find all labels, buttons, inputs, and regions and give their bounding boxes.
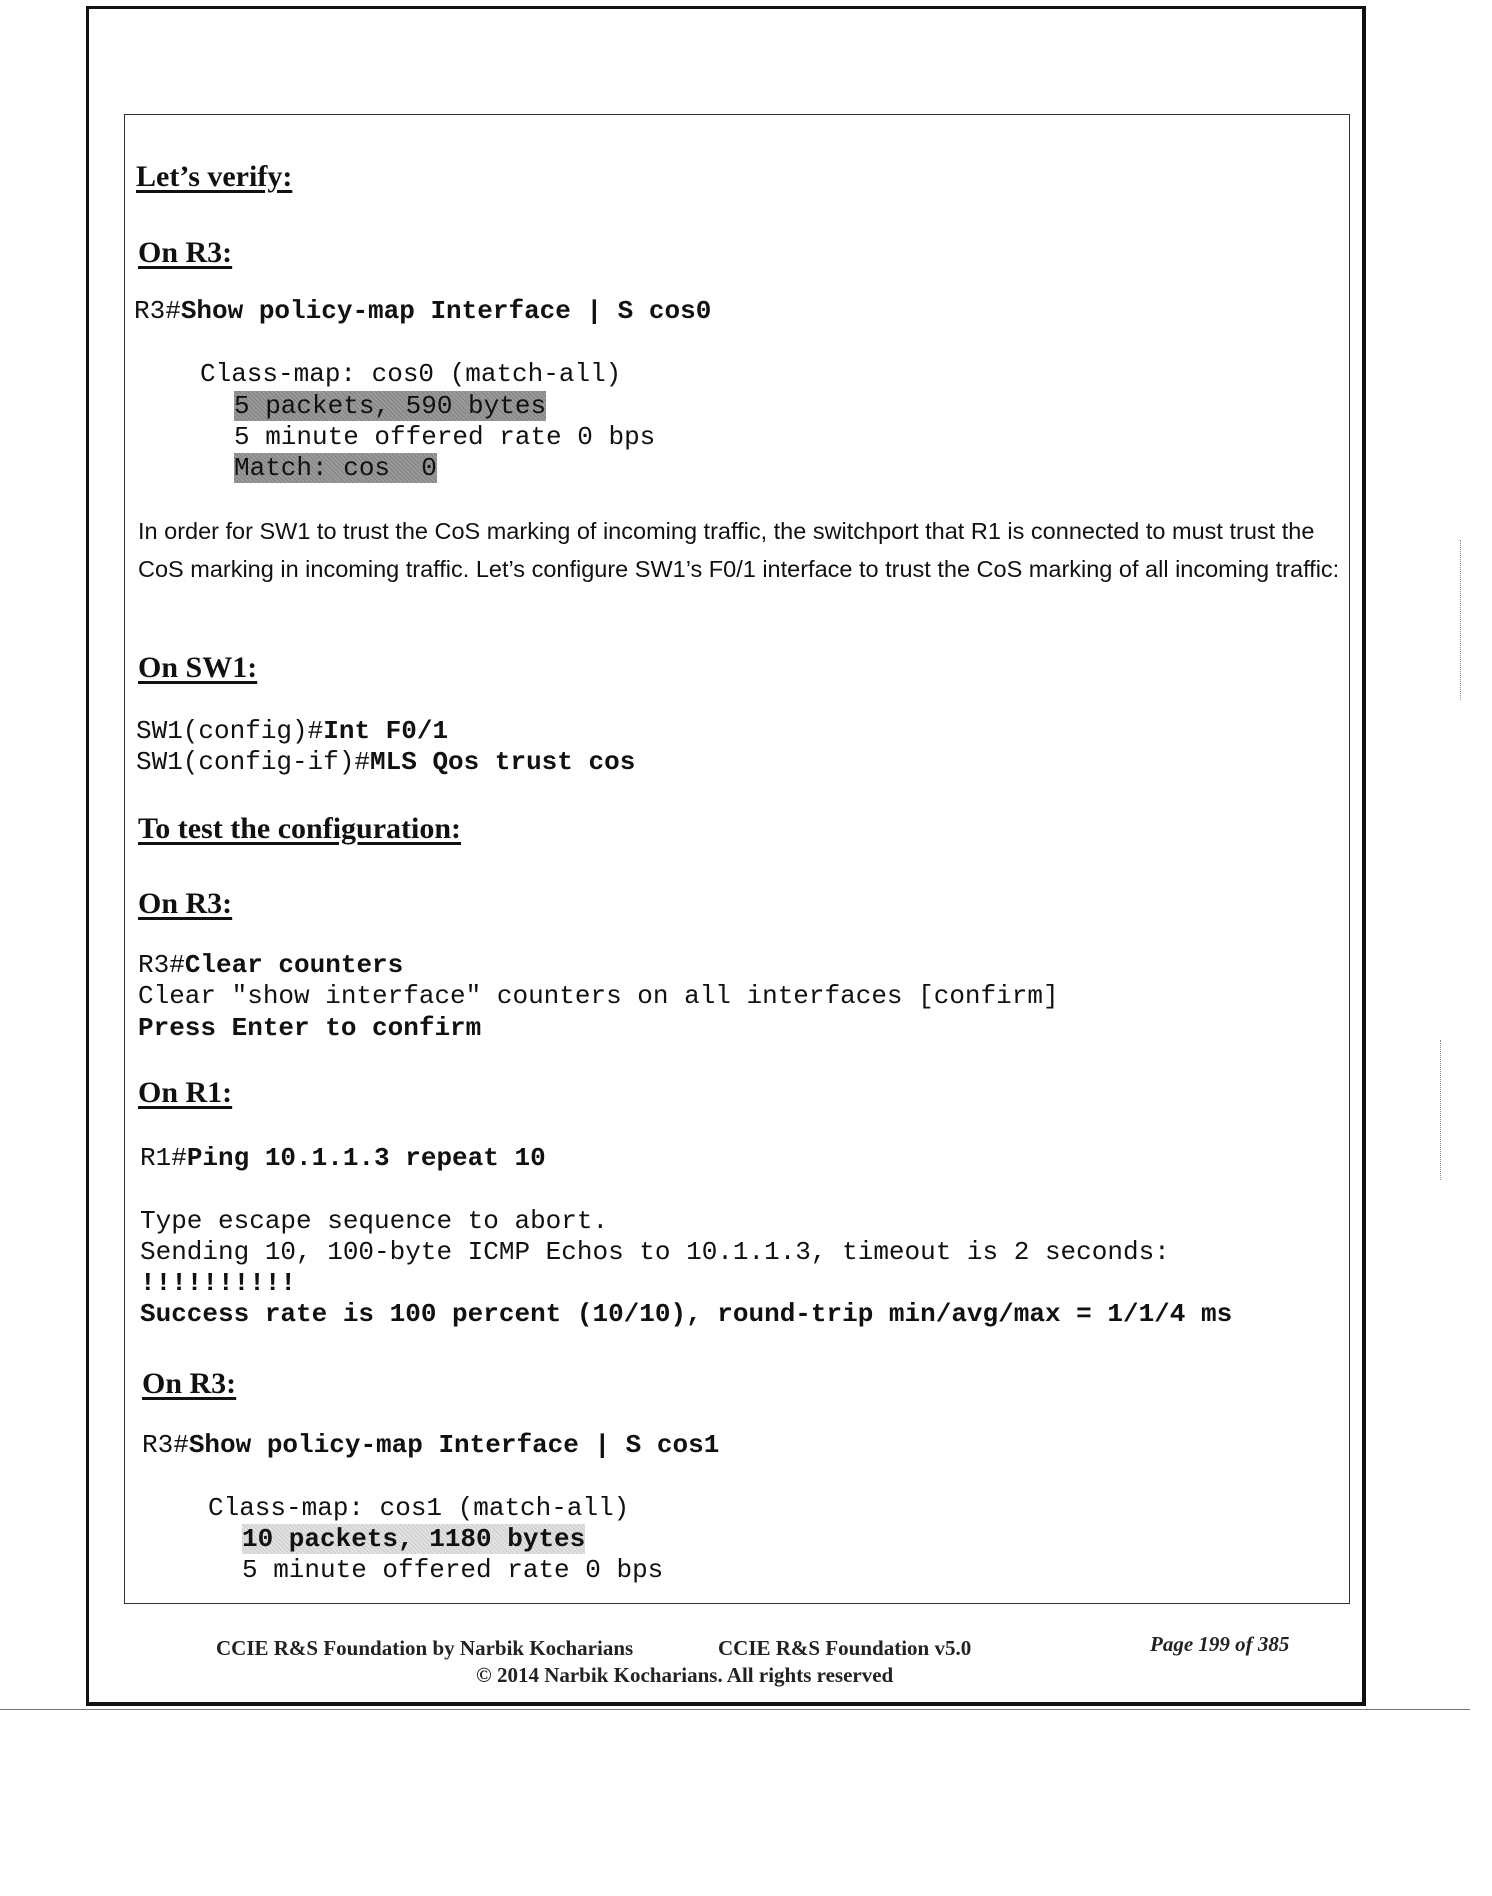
output-success-rate: Success rate is 100 percent (10/10), round-trip min/avg/max = 1/1/4 ms — [140, 1299, 1233, 1329]
on-sw1-heading: On SW1: — [138, 651, 258, 684]
cli-command: Show policy-map Interface | S cos1 — [188, 1430, 720, 1460]
command-line — [134, 296, 711, 327]
cli-command: Clear counters — [184, 950, 404, 980]
command-line — [140, 1143, 546, 1174]
output-rate: 5 minute offered rate 0 bps — [234, 422, 656, 452]
output-rate: 5 minute offered rate 0 bps — [242, 1555, 664, 1585]
explanation-paragraph: In order for SW1 to trust the CoS marking of incoming traffic, the switchport that R1 is connected to must trust the CoS marking in incoming traffic. Let’s configure SW1’s F0/1 interface to trust the CoS marking of all incoming traffic: — [138, 518, 1340, 582]
scan-noise — [1460, 540, 1464, 700]
output-packets — [234, 391, 546, 422]
cli-prompt: R3# — [138, 950, 185, 980]
config-line-2 — [136, 747, 635, 778]
cli-command: MLS Qos trust cos — [370, 747, 636, 777]
footer-author: CCIE R&S Foundation by Narbik Kocharians — [216, 1636, 634, 1660]
command-line — [138, 950, 403, 981]
output-sending: Sending 10, 100-byte ICMP Echos to 10.1.1.3, timeout is 2 seconds: — [140, 1237, 1170, 1267]
page-number: Page 199 of 385 — [1150, 1632, 1290, 1656]
output-ping-results: !!!!!!!!!! — [140, 1268, 297, 1298]
output-class-map: Class-map: cos0 (match-all) — [200, 359, 622, 389]
lets-verify-heading: Let’s verify: — [136, 160, 293, 193]
output-clear-confirm: Clear "show interface" counters on all interfaces [confirm] — [138, 981, 1059, 1011]
cli-prompt: SW1(config)# — [136, 716, 324, 746]
cli-prompt: R3# — [142, 1430, 189, 1460]
cli-command: Int F0/1 — [323, 716, 449, 746]
cli-prompt: R1# — [140, 1143, 187, 1173]
output-packets — [242, 1524, 585, 1555]
content-box — [124, 114, 1350, 1604]
command-line — [142, 1430, 719, 1461]
highlight-packets: 10 packets, 1180 bytes — [242, 1524, 586, 1554]
cli-prompt: SW1(config-if)# — [136, 747, 371, 777]
cli-prompt: R3# — [134, 296, 181, 326]
output-class-map: Class-map: cos1 (match-all) — [208, 1493, 630, 1523]
press-enter-note: Press Enter to confirm — [138, 1013, 482, 1043]
scan-edge-line — [0, 1709, 1470, 1710]
cli-command: Show policy-map Interface | S cos0 — [180, 296, 712, 326]
output-match — [234, 453, 437, 484]
highlight-match: Match: cos 0 — [234, 453, 437, 483]
on-r3-heading-3: On R3: — [142, 1367, 237, 1400]
on-r3-heading: On R3: — [138, 236, 233, 269]
config-line-1 — [136, 716, 448, 747]
scan-noise — [1440, 1040, 1444, 1180]
cli-command: Ping 10.1.1.3 repeat 10 — [186, 1143, 546, 1173]
highlight-packets: 5 packets, 590 bytes — [234, 391, 547, 421]
footer-copyright: © 2014 Narbik Kocharians. All rights reserved — [476, 1663, 894, 1687]
test-config-heading: To test the configuration: — [138, 812, 462, 845]
on-r3-heading-2: On R3: — [138, 887, 233, 920]
footer-title: CCIE R&S Foundation v5.0 — [718, 1636, 972, 1660]
output-escape: Type escape sequence to abort. — [140, 1206, 609, 1236]
on-r1-heading: On R1: — [138, 1076, 233, 1109]
